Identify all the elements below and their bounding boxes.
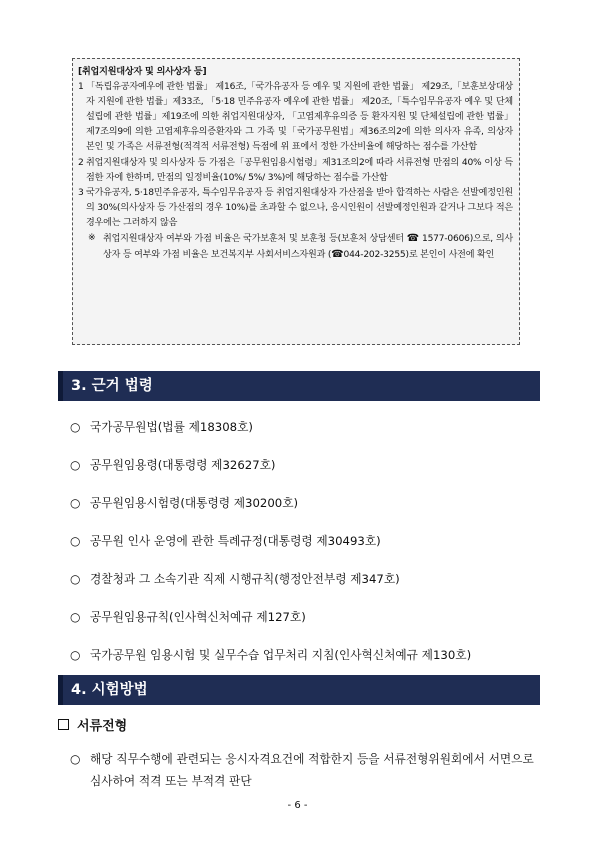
law-text: 국가공무원법(법률 제18308호) <box>90 420 253 434</box>
phone-icon: ☎ <box>331 249 344 261</box>
reference-text-part: 1577-0606)으로, 의사상자 등 여부와 가점 비율은 보건복지부 사회서비스자원과 ( <box>103 234 513 261</box>
list-item <box>70 455 540 493</box>
sub-heading-document-screening <box>58 715 127 734</box>
section-heading-exam-method: 4. 시험방법 <box>58 675 540 705</box>
law-text: 국가공무원 임용시험 및 실무수습 업무처리 지침(인사혁신처예규 제130호) <box>90 648 472 662</box>
circle-bullet-icon: ○ <box>70 458 81 472</box>
notice-item-number: 1 <box>78 82 84 93</box>
list-item <box>70 417 540 455</box>
page-number: - 6 - <box>287 800 308 811</box>
circle-bullet-icon: ○ <box>70 572 81 586</box>
circle-bullet-icon: ○ <box>70 534 81 548</box>
reference-note-text <box>103 231 513 263</box>
list-item <box>70 607 540 645</box>
square-bullet-icon <box>58 719 69 730</box>
reference-text-part: 044-202-3255)로 본인이 사전에 확인 <box>343 250 495 261</box>
circle-bullet-icon: ○ <box>70 610 81 624</box>
list-item <box>70 493 540 531</box>
law-text: 경찰청과 그 소속기관 직제 시행규칙(행정안전부령 제347호) <box>90 572 400 586</box>
circle-bullet-icon: ○ <box>70 648 81 662</box>
reference-mark: ※ <box>88 233 96 244</box>
notice-item-2 <box>78 156 513 186</box>
law-list <box>70 417 540 683</box>
reference-note <box>78 231 513 263</box>
notice-item-number: 3 <box>78 187 84 198</box>
circle-bullet-icon: ○ <box>70 420 81 434</box>
sub-heading-text: 서류전형 <box>77 719 128 734</box>
notice-box <box>72 58 520 345</box>
reference-text-part: 취업지원대상자 여부와 가점 비율은 국가보훈처 및 보훈청 등(보훈처 상담센터 <box>103 234 407 245</box>
law-text: 공무원임용령(대통령령 제32627호) <box>90 458 276 472</box>
paragraph-text: 해당 직무수행에 관련되는 응시자격요건에 적합한지 등을 서류전형위원회에서 서면으로 심사하여 적격 또는 부적격 판단 <box>90 752 534 788</box>
law-text: 공무원임용규칙(인사혁신처예규 제127호) <box>90 610 306 624</box>
circle-bullet-icon: ○ <box>70 496 81 510</box>
law-text: 공무원 인사 운영에 관한 특례규정(대통령령 제30493호) <box>90 534 381 548</box>
notice-item-text: 취업지원대상자 및 의사상자 등 가점은「공무원임용시험령」제31조의2에 따라 서류전형 만점의 40% 이상 득점한 자에 한하며, 만점의 일정비율(10%/ 5%/ 3%)에 해당하는 점수를 가산함 <box>86 157 513 183</box>
notice-title: [취업지원대상자 및 의사상자 등] <box>78 67 207 77</box>
circle-bullet-icon: ○ <box>70 752 81 766</box>
notice-item-3 <box>78 186 513 231</box>
notice-item-1 <box>78 80 513 155</box>
list-item <box>70 569 540 607</box>
notice-item-text: 국가유공자, 5·18민주유공자, 특수임무유공자 등 취업지원대상자 가산점을 받아 합격하는 사람은 선발예정인원의 30%(의사상자 등 가산점의 경우 10%)를 초과할 수 없으나, 응시인원이 선발예정인원과 같거나 그보다 적은 경우에는 그러하지 않음 <box>86 187 513 228</box>
document-screening-paragraph <box>70 748 540 792</box>
section-heading-legal-basis: 3. 근거 법령 <box>58 371 540 401</box>
phone-icon: ☎ <box>406 233 420 245</box>
law-text: 공무원임용시험령(대통령령 제30200호) <box>90 496 299 510</box>
notice-item-text: 「독립유공자예우에 관한 법률」 제16조,「국가유공자 등 예우 및 지원에 관한 법률」 제29조,「보훈보상대상자 지원에 관한 법률」제33조, 「5·18 민주유공자 예우에 관한 법률」 제20조,「특수임무유공자 예우 및 단체설립에 관한 법률」제19조에 의한 취업지원대상자, 「고엽제후유의증 등 환자지원 및 단체설립에 관한 법률」제7조의9에 의한 고엽제후유의증환자와 그 가족 및「국가공무원법」제36조의2에 의한 의사자 유족, 의상자 본인 및 가족은 서류전형(적격적 서류전형) 득점에 위 표에서 정한 가산비율에 해당하는 점수를 가산함 <box>86 82 513 153</box>
list-item <box>70 531 540 569</box>
notice-item-number: 2 <box>78 157 84 168</box>
